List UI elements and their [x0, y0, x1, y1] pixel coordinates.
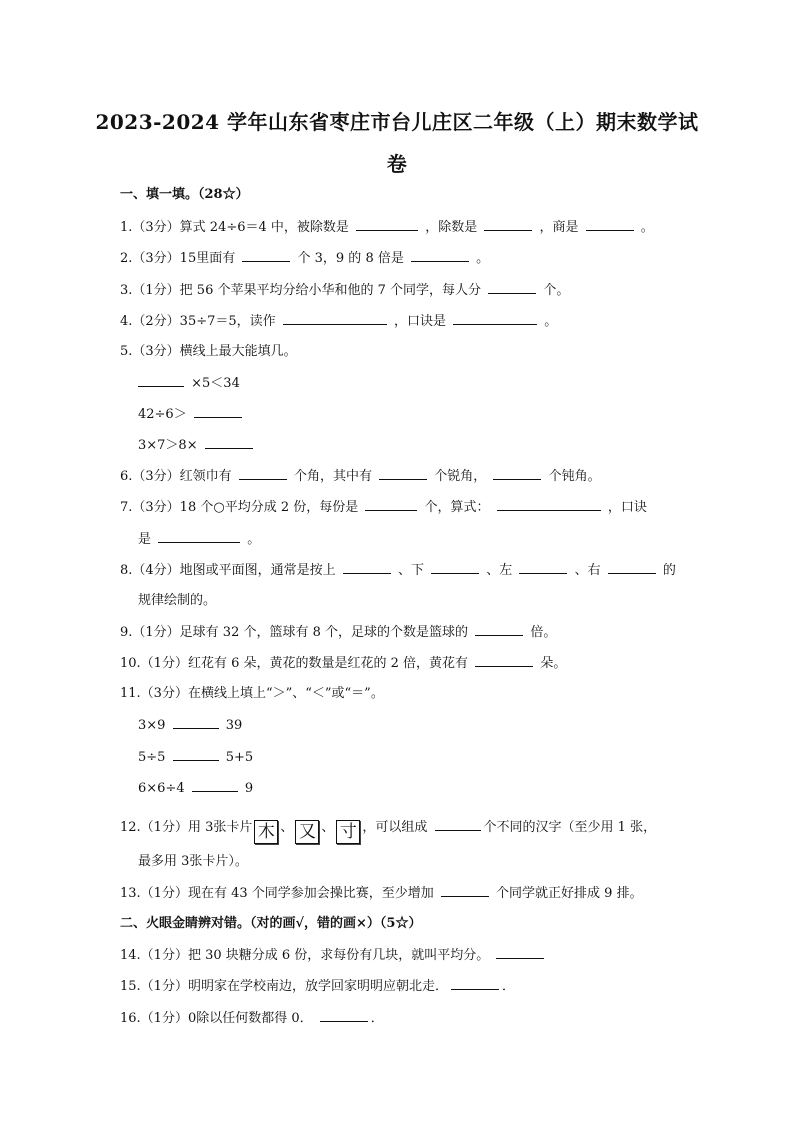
q11-line3-left: 6×6÷4: [138, 781, 185, 796]
question-5-line-2: [138, 405, 245, 424]
question-5-line-3: [138, 436, 256, 455]
q1-blank-quotient[interactable]: [586, 218, 634, 231]
q7-text-d: 是: [138, 532, 152, 547]
q14-text-a: 14.（1分）把 30 块糖分成 6 份，求每份有几块，就叫平均分。: [120, 948, 490, 963]
q12-text-a: 12.（1分）用 3张卡片: [120, 820, 253, 835]
q7-text-b: 个，算式：: [424, 500, 490, 515]
q8-blank-left[interactable]: [519, 561, 567, 574]
q2-text-c: 。: [476, 251, 490, 266]
q1-blank-divisor[interactable]: [484, 218, 532, 231]
q10-text-a: 10.（1分）红花有 6 朵，黄花的数量是红花的 2 倍，黄花有: [120, 656, 469, 671]
q16-blank[interactable]: [320, 1009, 368, 1022]
q4-blank-rhyme[interactable]: [453, 312, 537, 325]
q6-blank-2[interactable]: [379, 467, 427, 480]
q4-text-b: ，口诀是: [393, 314, 446, 329]
q13-text-b: 个同学就正好排成 9 排。: [496, 886, 643, 901]
question-12-cont: 最多用 3张卡片）。: [138, 854, 248, 869]
q12-text-b: ，可以组成: [362, 820, 428, 835]
question-8: [120, 561, 676, 580]
q7-blank-rhyme[interactable]: [158, 530, 240, 543]
exam-title-line2: 卷: [386, 152, 408, 176]
q6-blank-1[interactable]: [239, 467, 287, 480]
q4-text-a: 4.（2分）35÷7＝5，读作: [120, 314, 276, 329]
q9-blank[interactable]: [475, 623, 523, 636]
q8-text-d: 、右: [574, 563, 601, 578]
question-6: [120, 467, 601, 486]
q12-blank[interactable]: [435, 818, 481, 831]
question-14: [120, 946, 547, 965]
question-16: [120, 1009, 384, 1028]
q8-text-b: 、下: [397, 563, 424, 578]
section-1-heading: 一、填一填。（28☆）: [120, 187, 249, 202]
q10-blank[interactable]: [475, 654, 533, 667]
question-12: [120, 818, 656, 844]
q10-text-b: 朵。: [540, 656, 567, 671]
question-7: [120, 498, 647, 517]
q8-blank-right[interactable]: [608, 561, 656, 574]
q2-blank-1[interactable]: [242, 249, 290, 262]
question-11-line-1: [138, 716, 242, 735]
q5-blank-3[interactable]: [205, 436, 253, 449]
q9-text-b: 倍。: [530, 625, 557, 640]
q7-blank-equation[interactable]: [497, 498, 601, 511]
q11-line2-right: 5+5: [225, 750, 254, 765]
q1-text-d: 。: [640, 220, 654, 235]
q8-text-a: 8.（4分）地图或平面图，通常是按上: [120, 563, 336, 578]
question-5-line-1: [138, 374, 240, 393]
q12-card-you: 又: [295, 820, 319, 844]
q2-blank-2[interactable]: [411, 249, 469, 262]
q12-sep-1: 、: [280, 820, 294, 835]
q11-line1-left: 3×9: [138, 718, 166, 733]
q3-text-a: 3.（1分）把 56 个苹果平均分给小华和他的 7 个同学，每人分: [120, 283, 482, 298]
q11-line2-left: 5÷5: [138, 750, 166, 765]
q1-text-c: ，商是: [539, 220, 579, 235]
question-13: [120, 884, 643, 903]
q5-blank-2[interactable]: [194, 405, 242, 418]
q8-blank-up[interactable]: [343, 561, 391, 574]
q6-text-a: 6.（3分）红领巾有: [120, 469, 232, 484]
question-1: [120, 218, 654, 237]
q13-blank[interactable]: [441, 884, 489, 897]
q4-text-c: 。: [544, 314, 558, 329]
q5-line3-text: 3×7＞8×: [138, 438, 198, 453]
section-2-heading: 二、火眼金睛辨对错。（对的画√，错的画×）（5☆）: [120, 916, 422, 931]
q7-blank-1[interactable]: [365, 498, 417, 511]
q6-text-c: 个锐角，: [434, 469, 487, 484]
q7-text-e: 。: [247, 532, 261, 547]
q5-blank-1[interactable]: [138, 374, 184, 387]
q11-blank-1[interactable]: [173, 716, 219, 729]
question-15: [120, 977, 515, 996]
q1-blank-dividend[interactable]: [356, 218, 418, 231]
q15-text-a: 15.（1分）明明家在学校南边，放学回家明明应朝北走．: [120, 979, 448, 994]
question-5-stem: 5.（3分）横线上最大能填几。: [120, 344, 297, 359]
q14-blank[interactable]: [496, 946, 544, 959]
q6-text-b: 个角，其中有: [293, 469, 372, 484]
q11-blank-3[interactable]: [192, 779, 238, 792]
q5-line2-text: 42÷6＞: [138, 407, 187, 422]
question-11-line-2: [138, 748, 253, 767]
question-8-cont: 规律绘制的。: [138, 593, 217, 608]
q3-blank[interactable]: [488, 281, 536, 294]
q11-line1-right: 39: [225, 718, 243, 733]
question-2: [120, 249, 489, 268]
question-7-cont: [138, 530, 260, 549]
q12-card-cun: 寸: [336, 820, 360, 844]
q1-text-a: 1.（3分）算式 24÷6＝4 中，被除数是: [120, 220, 349, 235]
question-9: [120, 623, 556, 642]
q8-text-c: 、左: [486, 563, 513, 578]
q13-text-a: 13.（1分）现在有 43 个同学参加会操比赛，至少增加: [120, 886, 434, 901]
q3-text-b: 个。: [543, 283, 570, 298]
q7-text-c: ，口诀: [607, 500, 647, 515]
question-10: [120, 654, 566, 673]
q4-blank-reading[interactable]: [283, 312, 387, 325]
q11-blank-2[interactable]: [173, 748, 219, 761]
q12-sep-2: 、: [321, 820, 335, 835]
q15-text-b: ．: [501, 979, 515, 994]
q11-line3-right: 9: [244, 781, 254, 796]
q12-text-c: 个不同的汉字（至少用 1 张，: [483, 820, 657, 835]
q7-text-a: 7.（3分）18 个○平均分成 2 份，每份是: [120, 500, 359, 515]
q8-blank-down[interactable]: [431, 561, 479, 574]
q16-text-b: ．: [370, 1011, 384, 1026]
q16-text-a: 16.（1分）0除以任何数都得 0．: [120, 1011, 313, 1026]
question-3: [120, 281, 569, 300]
q1-text-b: ，除数是: [425, 220, 478, 235]
exam-title-line1: 2023-2024 学年山东省枣庄市台儿庄区二年级（上）期末数学试: [95, 110, 699, 134]
q2-text-b: 个 3，9 的 8 倍是: [297, 251, 404, 266]
q2-text-a: 2.（3分）15里面有: [120, 251, 236, 266]
q12-card-mu: 木: [254, 820, 278, 844]
q6-text-d: 个钝角。: [548, 469, 601, 484]
q9-text-a: 9.（1分）足球有 32 个，篮球有 8 个，足球的个数是篮球的: [120, 625, 469, 640]
q15-blank[interactable]: [451, 977, 499, 990]
q8-text-e: 的: [662, 563, 676, 578]
question-11-line-3: [138, 779, 253, 798]
question-4: [120, 312, 557, 331]
q6-blank-3[interactable]: [493, 467, 541, 480]
q5-line1-text: ×5＜34: [191, 376, 240, 391]
question-11-stem: 11.（3分）在横线上填上“＞”、“＜”或“＝”。: [120, 686, 384, 701]
